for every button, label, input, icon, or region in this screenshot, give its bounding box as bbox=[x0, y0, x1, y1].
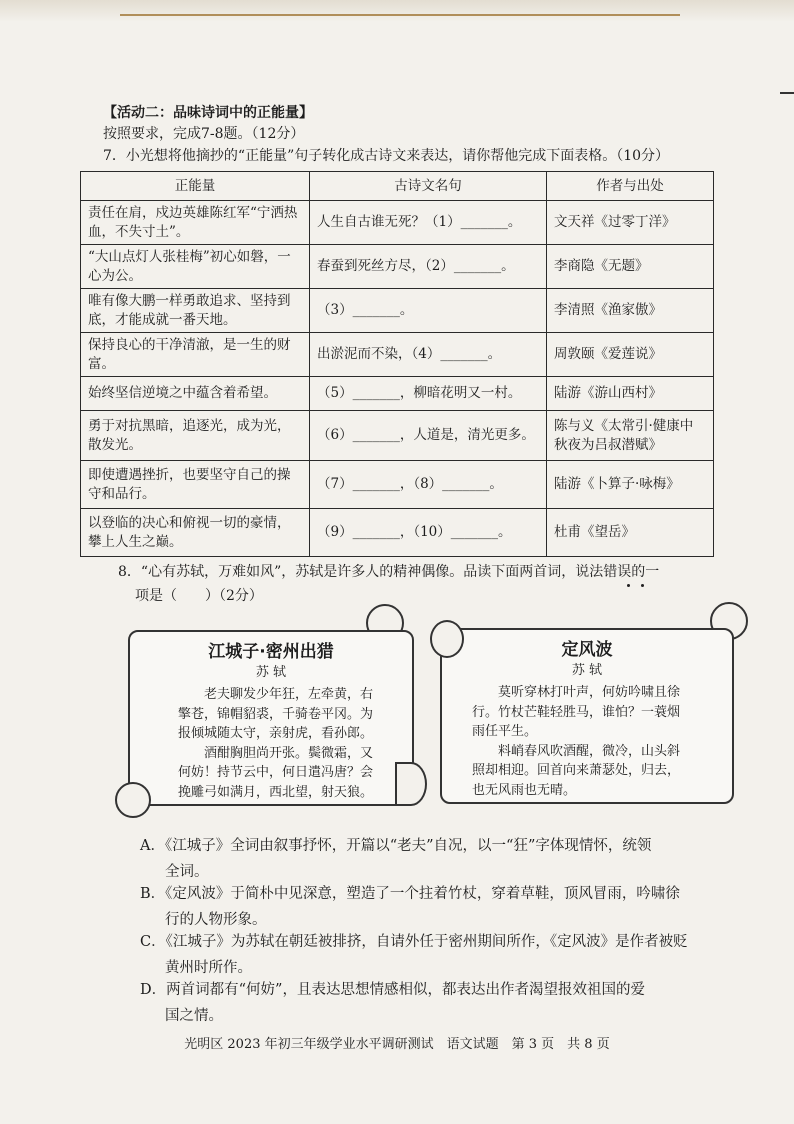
scroll-curl-bottom bbox=[115, 782, 151, 818]
table-row bbox=[81, 461, 714, 509]
poem-scroll-dingfengbo bbox=[440, 628, 734, 804]
option-d-line1: D．两首词都有“何妨”，且表达思想情感相似，都表达出作者渴望报效祖国的爱 bbox=[140, 982, 645, 998]
option-b-line2: 行的人物形象。 bbox=[165, 912, 267, 928]
instruction: 按照要求，完成7-8题。（12分） bbox=[103, 126, 305, 142]
table-row bbox=[81, 245, 714, 289]
option-b bbox=[140, 881, 680, 933]
header-author-source: 作者与出处 bbox=[547, 172, 714, 201]
poem-table bbox=[80, 171, 714, 557]
poem1-title: 江城子·密州出猎 bbox=[208, 642, 334, 662]
header-positive-energy: 正能量 bbox=[81, 172, 310, 201]
energy-cell: 始终坚信逆境之中蕴含着希望。 bbox=[81, 377, 310, 411]
source-cell: 陆游《卜算子·咏梅》 bbox=[547, 461, 714, 509]
question-8-line2: 项是（ ）（2分） bbox=[135, 588, 263, 604]
scroll-curl-right bbox=[395, 762, 427, 806]
question-8-line1: 8．“心有苏轼，万难如风”，苏轼是许多人的精神偶像。品读下面两首词，说法错误的一 bbox=[118, 564, 660, 580]
section-title: 【活动二：品味诗词中的正能量】 bbox=[103, 105, 313, 121]
page-footer: 光明区 2023 年初三年级学业水平调研测试 语文试题 第 3 页 共 8 页 bbox=[184, 1037, 610, 1052]
table-row bbox=[81, 509, 714, 557]
poem2-text: 莫听穿林打叶声，何妨吟啸且徐 行。竹杖芒鞋轻胜马，谁怕？一蓑烟 雨任平生。 料峭春风吹酒醒，微冷，山头斜 照却相迎。回首向来萧瑟处，归去， 也无风雨也无晴。 bbox=[472, 685, 681, 798]
option-c bbox=[140, 929, 688, 981]
poem-scroll-jiangchengzi bbox=[128, 630, 414, 806]
question-7: 7．小光想将他摘抄的“正能量”句子转化成古诗文来表达，请你帮他完成下面表格。（10分） bbox=[103, 148, 670, 164]
table-row bbox=[81, 377, 714, 411]
poem1-text: 老夫聊发少年狂，左牵黄，右 擎苍，锦帽貂裘，千骑卷平冈。为 报倾城随太守，亲射虎，看孙郎。 酒酣胸胆尚开张。鬓微霜，又 何妨！持节云中，何日遣冯唐？会 挽雕弓如满月，西北望，射天狼。 bbox=[178, 687, 374, 800]
energy-cell: 即使遭遇挫折，也要坚守自己的操守和品行。 bbox=[81, 461, 310, 509]
line-cell: （3）_______。 bbox=[310, 289, 547, 333]
emphasis-dot bbox=[641, 584, 644, 587]
energy-cell: “大山点灯人张桂梅”初心如磐，一心为公。 bbox=[81, 245, 310, 289]
line-cell: 出淤泥而不染，（4）_______。 bbox=[310, 333, 547, 377]
energy-cell: 勇于对抗黑暗，追逐光，成为光，散发光。 bbox=[81, 411, 310, 461]
source-cell: 文天祥《过零丁洋》 bbox=[547, 201, 714, 245]
energy-cell: 保持良心的干净清澈，是一生的财富。 bbox=[81, 333, 310, 377]
source-cell: 李清照《渔家傲》 bbox=[547, 289, 714, 333]
table-row bbox=[81, 201, 714, 245]
energy-cell: 唯有像大鹏一样勇敢追求、坚持到底，才能成就一番天地。 bbox=[81, 289, 310, 333]
source-cell: 李商隐《无题》 bbox=[547, 245, 714, 289]
table-row bbox=[81, 289, 714, 333]
source-cell: 陆游《游山西村》 bbox=[547, 377, 714, 411]
option-c-line2: 黄州时所作。 bbox=[165, 960, 252, 976]
source-cell: 杜甫《望岳》 bbox=[547, 509, 714, 557]
table-header-row bbox=[81, 172, 714, 201]
poem2-title: 定风波 bbox=[561, 640, 613, 660]
energy-cell: 责任在肩，戍边英雄陈红军“宁洒热血，不失寸土”。 bbox=[81, 201, 310, 245]
page-top-edge bbox=[0, 0, 794, 22]
option-b-line1: B．《定风波》于简朴中见深意，塑造了一个拄着竹杖，穿着草鞋，顶风冒雨，吟啸徐 bbox=[140, 886, 680, 902]
header-famous-line: 古诗文名句 bbox=[310, 172, 547, 201]
top-border-line bbox=[120, 14, 680, 16]
option-a bbox=[140, 833, 651, 885]
table-row bbox=[81, 411, 714, 461]
source-cell: 周敦颐《爱莲说》 bbox=[547, 333, 714, 377]
source-cell: 陈与义《太常引·健康中秋夜为吕叔潜赋》 bbox=[547, 411, 714, 461]
page-corner-mark bbox=[780, 92, 794, 130]
scroll-curl-left bbox=[430, 620, 464, 658]
line-cell: （5）_______，柳暗花明又一村。 bbox=[310, 377, 547, 411]
poem1-author: 苏 轼 bbox=[255, 665, 287, 680]
option-c-line1: C．《江城子》为苏轼在朝廷被排挤，自请外任于密州期间所作，《定风波》是作者被贬 bbox=[140, 934, 688, 950]
option-d bbox=[140, 977, 645, 1029]
option-d-line2: 国之情。 bbox=[165, 1008, 223, 1024]
line-cell: （7）_______，（8）_______。 bbox=[310, 461, 547, 509]
table-row bbox=[81, 333, 714, 377]
energy-cell: 以登临的决心和俯视一切的豪情，攀上人生之巅。 bbox=[81, 509, 310, 557]
line-cell: （6）_______，人道是，清光更多。 bbox=[310, 411, 547, 461]
poem2-author: 苏 轼 bbox=[571, 663, 603, 678]
line-cell: 人生自古谁无死？（1）_______。 bbox=[310, 201, 547, 245]
line-cell: （9）_______，（10）_______。 bbox=[310, 509, 547, 557]
option-a-line2: 全词。 bbox=[165, 864, 209, 880]
emphasis-dot bbox=[627, 584, 630, 587]
line-cell: 春蚕到死丝方尽，（2）_______。 bbox=[310, 245, 547, 289]
option-a-line1: A．《江城子》全词由叙事抒怀，开篇以“老夫”自况，以一“狂”字体现情怀，统领 bbox=[140, 838, 652, 854]
